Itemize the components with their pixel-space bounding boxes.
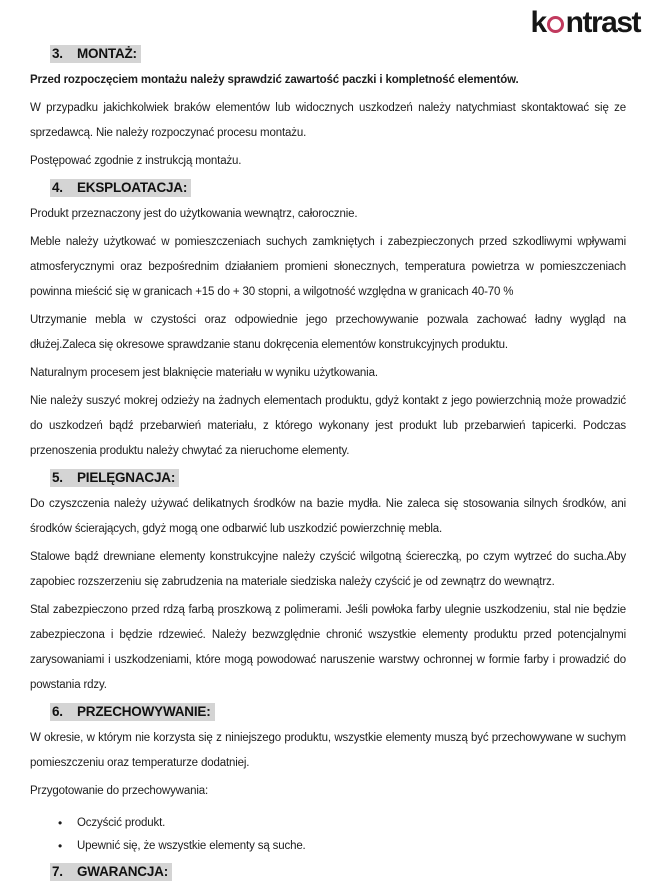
section-title: GWARANCJA: [77, 864, 168, 879]
document-content [30, 8, 626, 881]
list-item [58, 812, 626, 835]
section-eksploatacja [30, 178, 626, 464]
logo-text-before-o: k [530, 6, 546, 39]
paragraph: Postępować zgodnie z instrukcją montażu. [30, 155, 242, 167]
section-number: 3. [52, 46, 63, 61]
section-title: MONTAŻ: [77, 46, 137, 61]
section-number: 7. [52, 864, 63, 879]
section-heading-przechowywanie [50, 702, 626, 721]
section-number: 5. [52, 470, 63, 485]
section-gwarancja [30, 862, 626, 881]
bullet-icon: • [58, 839, 63, 853]
paragraph: Meble należy użytkować w pomieszczeniach suchych zamkniętych i zabezpieczonych przed szkodliwymi wpływami atmosferycznymi oraz bezpośrednim działaniem promieni słonecznych, temperatura powietrza w pomieszczeniach powinna mieścić się w granicach +15 do + 30 stopni, a wilgotność względna w granicach 40-70 % [30, 236, 626, 298]
heading-highlight [50, 469, 179, 487]
paragraph: Utrzymanie mebla w czystości oraz odpowiednie jego przechowywanie pozwala zachować ładny wygląd na dłużej.Zaleca się okresowe sprawdzanie stanu dokręcenia elementów konstrukcyjnych produktu. [30, 314, 626, 351]
section-montaz [30, 44, 626, 174]
list-item-text: Oczyścić produkt. [77, 817, 166, 829]
heading-highlight [50, 863, 172, 881]
section-heading-gwarancja [50, 862, 626, 881]
heading-highlight [50, 179, 191, 197]
logo-o-ring-icon [547, 16, 564, 33]
paragraph: Naturalnym procesem jest blaknięcie materiału w wyniku użytkowania. [30, 367, 378, 379]
paragraph: W okresie, w którym nie korzysta się z niniejszego produktu, wszystkie elementy muszą być przechowywane w suchym pomieszczeniu oraz temperaturze dodatniej. [30, 732, 626, 769]
section-number: 4. [52, 180, 63, 195]
section-heading-montaz [50, 44, 626, 63]
section-title: PRZECHOWYWANIE: [77, 704, 211, 719]
paragraph: Przygotowanie do przechowywania: [30, 785, 209, 797]
heading-highlight [50, 703, 215, 721]
section-title: PIELĘGNACJA: [77, 470, 176, 485]
paragraph: Do czyszczenia należy używać delikatnych środków na bazie mydła. Nie zaleca się stosowania silnych środków, ani środków ścierających, gdyż mogą one odbarwić lub uszkodzić powierzchnię mebla. [30, 498, 626, 535]
paragraph: W przypadku jakichkolwiek braków elementów lub widocznych uszkodzeń należy natychmiast skontaktować się ze sprzedawcą. Nie należy rozpoczynać procesu montażu. [30, 102, 626, 139]
paragraph: Stalowe bądź drewniane elementy konstrukcyjne należy czyścić wilgotną ściereczką, po czym wytrzeć do sucha.Aby zapobiec rozszerzeniu się zabrudzenia na materiale siedziska należy czyścić je od zewnątrz do wewnątrz. [30, 551, 626, 588]
kontrast-logo [530, 6, 640, 40]
paragraph: Produkt przeznaczony jest do użytkowania wewnątrz, całorocznie. [30, 208, 358, 220]
paragraph: Stal zabezpieczono przed rdzą farbą proszkową z polimerami. Jeśli powłoka farby ulegnie uszkodzeniu, stal nie będzie zabezpieczona i będzie rdzewieć. Należy bezwzględnie chronić wszystkie elementy produktu przed potencjalnymi zarysowaniami i uszkodzeniami, które mogą powodować naruszenie warstwy ochronnej w formie farby i prowadzić do powstania rdzy. [30, 604, 626, 691]
section-number: 6. [52, 704, 63, 719]
paragraph: Przed rozpoczęciem montażu należy sprawdzić zawartość paczki i kompletność elementów. [30, 74, 519, 86]
storage-preparation-list [58, 812, 626, 858]
bullet-icon: • [58, 816, 63, 830]
paragraph: Nie należy suszyć mokrej odzieży na żadnych elementach produktu, gdyż kontakt z jego powierzchnią może prowadzić do uszkodzeń bądź przebarwień materiału, z którego wykonany jest produkt lub przebarwień tapicerki. Podczas przenoszenia produktu należy chwytać za nieruchome elementy. [30, 395, 626, 457]
section-pielegnacja [30, 468, 626, 698]
section-heading-pielegnacja [50, 468, 626, 487]
section-heading-eksploatacja [50, 178, 626, 197]
list-item-text: Upewnić się, że wszystkie elementy są suche. [77, 840, 306, 852]
heading-highlight [50, 45, 141, 63]
logo-text-after-o: ntrast [565, 6, 640, 39]
section-title: EKSPLOATACJA: [77, 180, 188, 195]
section-przechowywanie [30, 702, 626, 858]
list-item [58, 835, 626, 858]
